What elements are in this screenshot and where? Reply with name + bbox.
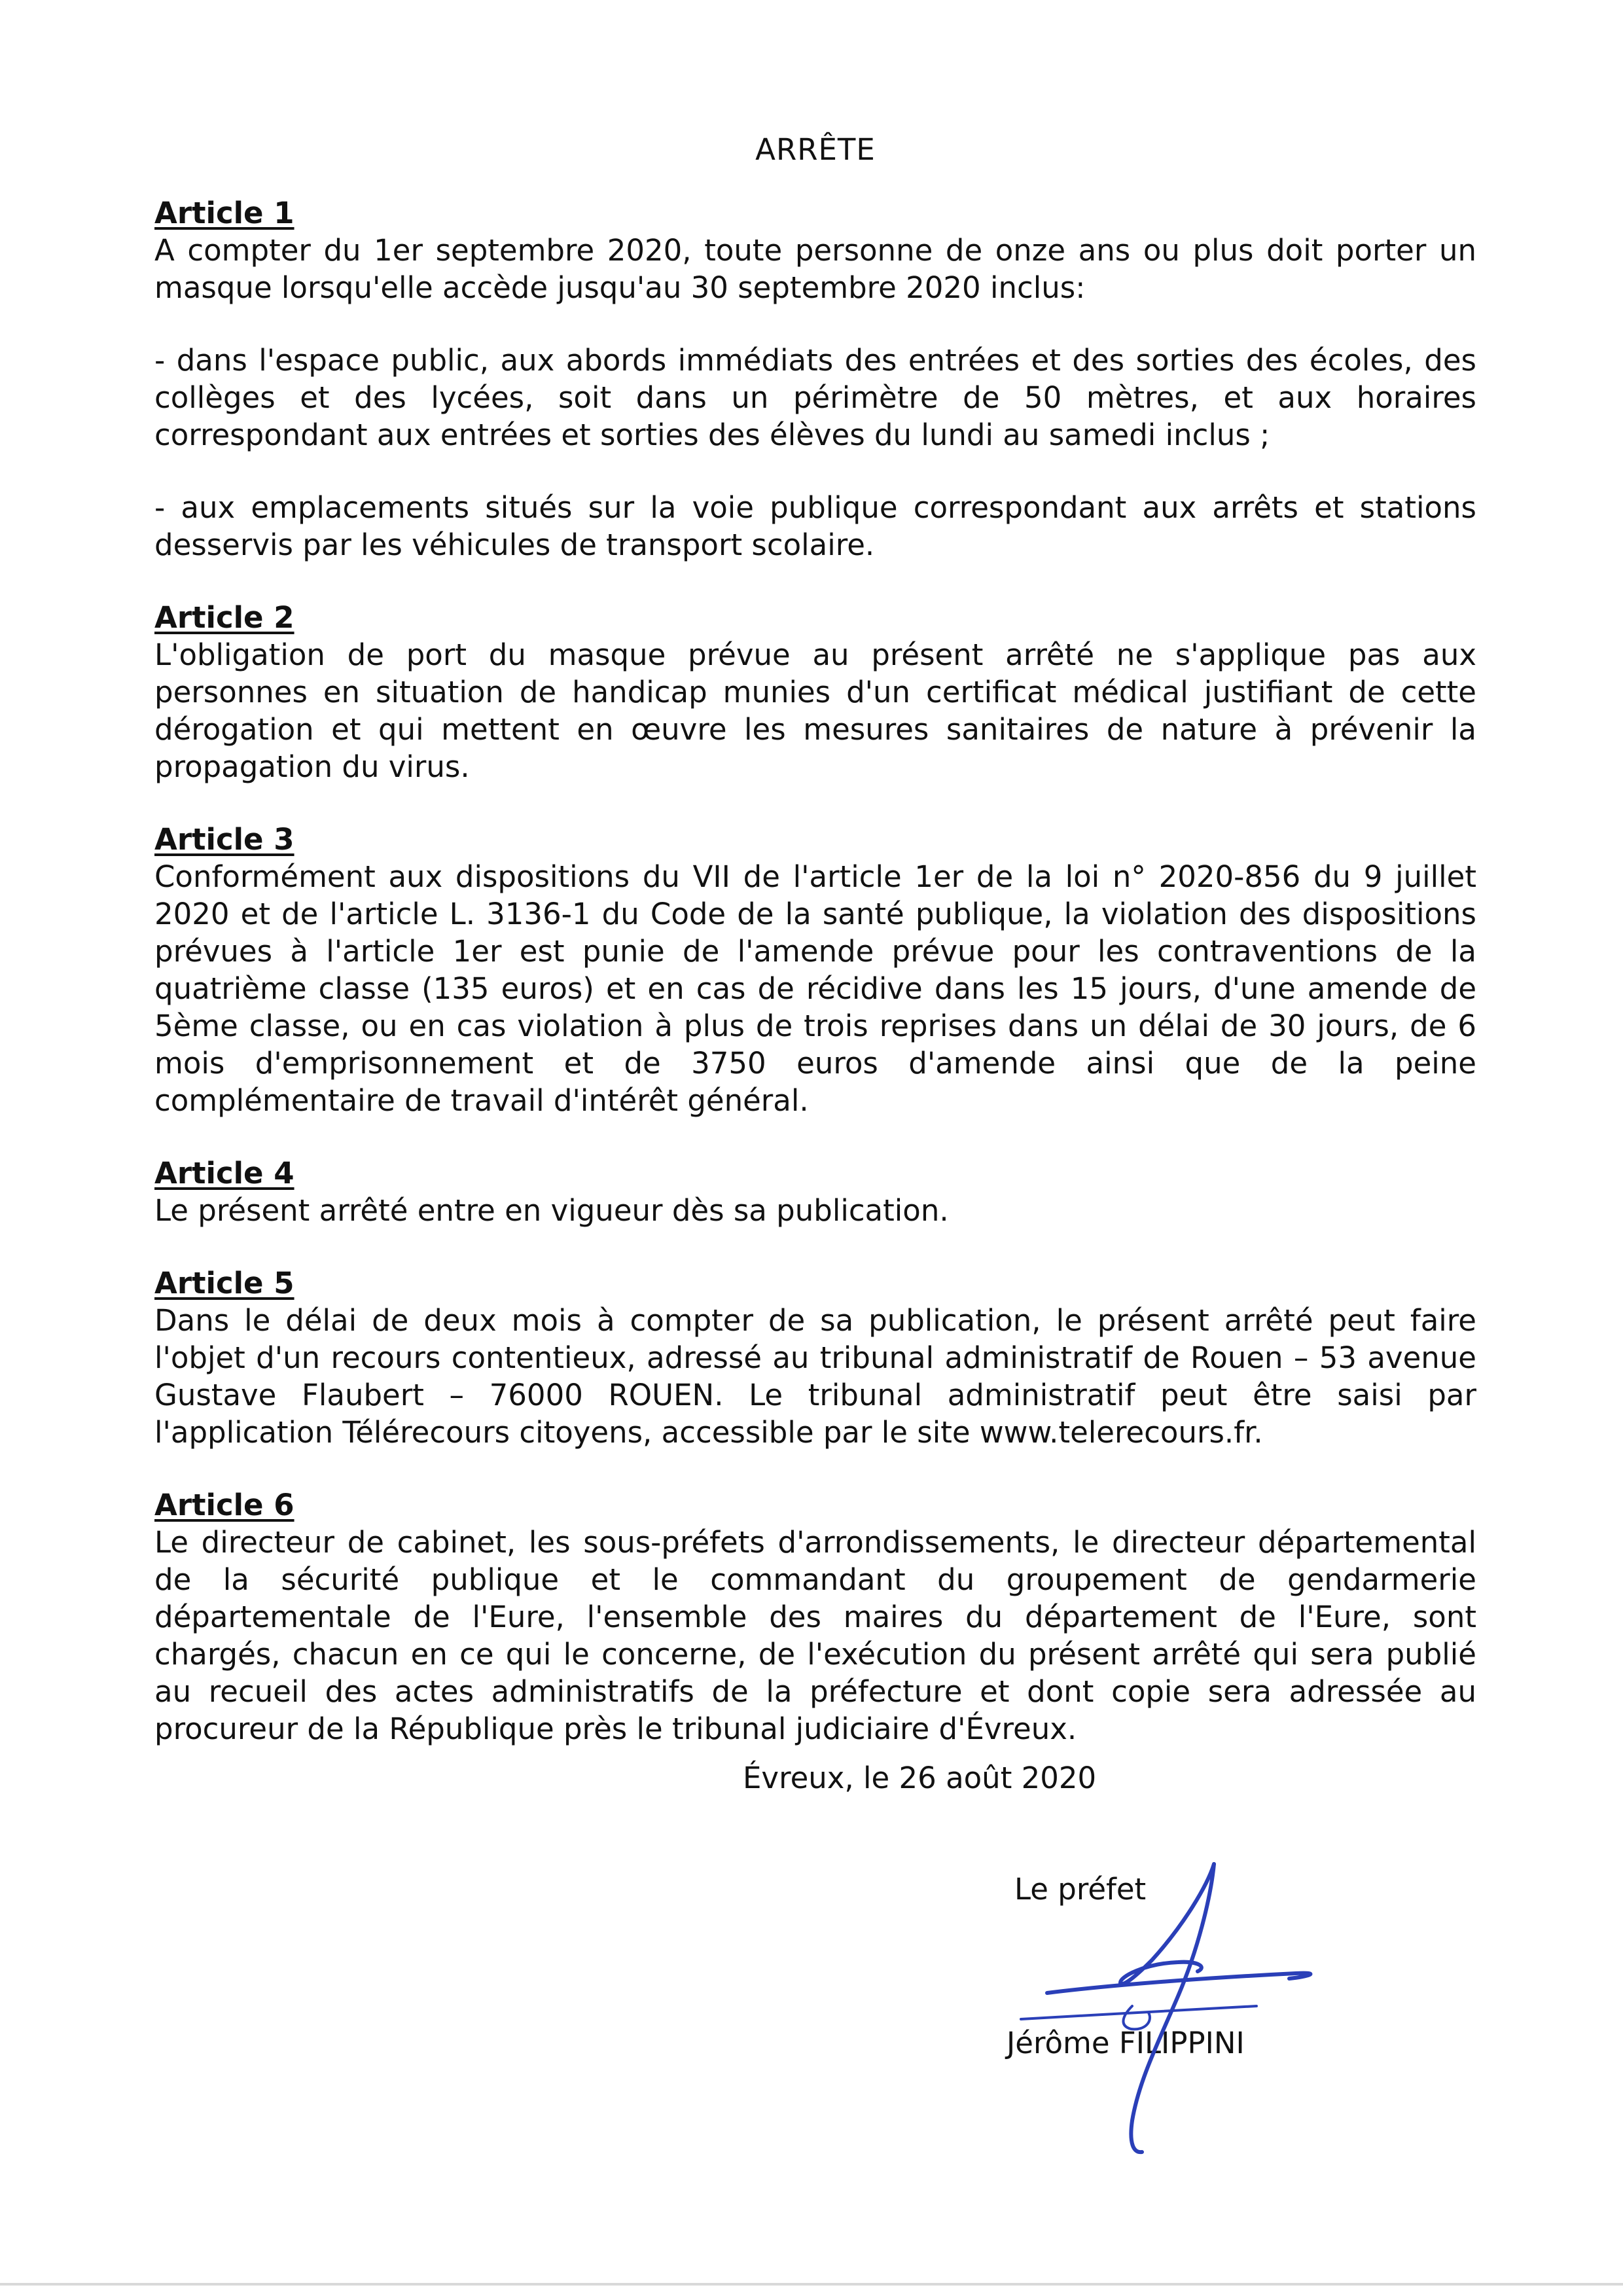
article-heading: Article 3 bbox=[154, 822, 294, 857]
date-line: Évreux, le 26 août 2020 bbox=[743, 1761, 1097, 1795]
document-title: ARRÊTE bbox=[755, 132, 876, 167]
article-6 bbox=[154, 1486, 1476, 1748]
article-paragraph: L'obligation de port du masque prévue au présent arrêté ne s'applique pas aux personnes en situation de handicap munies d'un certificat médical justifiant de cette dérogation et qui mettent en œuvre les mesures sanitaires de nature à prévenir la propagation du virus. bbox=[154, 637, 1476, 784]
article-heading: Article 5 bbox=[154, 1266, 294, 1300]
scan-edge-divider bbox=[0, 2283, 1623, 2286]
article-3 bbox=[154, 821, 1476, 1119]
article-5 bbox=[154, 1265, 1476, 1451]
article-paragraph: Dans le délai de deux mois à compter de sa publication, le présent arrêté peut faire l'objet d'un recours contentieux, adressé au tribunal administratif de Rouen – 53 avenue Gustave Flaubert – 76000 ROUEN. Le tribunal administratif peut être saisi par l'application Télérecours citoyens, accessible par le site www.telerecours.fr. bbox=[154, 1303, 1476, 1450]
article-heading: Article 1 bbox=[154, 196, 294, 230]
article-heading: Article 6 bbox=[154, 1488, 294, 1522]
article-paragraph: - dans l'espace public, aux abords immédiats des entrées et des sorties des écoles, des collèges et des lycées, soit dans un périmètre de 50 mètres, et aux horaires correspondant aux entrées et sorties des élèves du lundi au samedi inclus ; bbox=[154, 343, 1476, 452]
article-paragraph: A compter du 1er septembre 2020, toute personne de onze ans ou plus doit porter un masque lorsqu'elle accède jusqu'au 30 septembre 2020 inclus: bbox=[154, 233, 1476, 305]
article-paragraph: Le présent arrêté entre en vigueur dès sa publication. bbox=[154, 1193, 949, 1228]
article-heading: Article 2 bbox=[154, 600, 294, 635]
signatory-name: Jérôme FILIPPINI bbox=[1007, 2026, 1245, 2060]
signatory-role: Le préfet bbox=[1014, 1872, 1147, 1907]
document-body bbox=[154, 131, 1476, 1783]
article-paragraph: Le directeur de cabinet, les sous-préfets d'arrondissements, le directeur départemental de la sécurité publique et le commandant du groupement de gendarmerie départementale de l'Eure, l'ensemble des maires du département de l'Eure, sont chargés, chacun en ce qui le concerne, de l'exécution du présent arrêté qui sera publié au recueil des actes administratifs de la préfecture et dont copie sera adressée au procureur de la République près le tribunal judiciaire d'Évreux. bbox=[154, 1525, 1476, 1746]
signature-block bbox=[982, 1846, 1440, 2186]
article-1 bbox=[154, 194, 1476, 564]
article-paragraph: Conformément aux dispositions du VII de l'article 1er de la loi n° 2020-856 du 9 juillet 2020 et de l'article L. 3136-1 du Code de la santé publique, la violation des dispositions prévues à l'article 1er est punie de l'amende prévue pour les contraventions de la quatrième classe (135 euros) et en cas de récidive dans les 15 jours, d'une amende de 5ème classe, ou en cas violation à plus de trois reprises dans un délai de 30 jours, de 6 mois d'emprisonnement et de 3750 euros d'amende ainsi que de la peine complémentaire de travail d'intérêt général. bbox=[154, 859, 1476, 1118]
article-paragraph: - aux emplacements situés sur la voie publique correspondant aux arrêts et stations desservis par les véhicules de transport scolaire. bbox=[154, 490, 1476, 562]
article-4 bbox=[154, 1155, 1476, 1229]
article-heading: Article 4 bbox=[154, 1156, 294, 1191]
handwritten-signature-icon bbox=[982, 1846, 1440, 2186]
article-2 bbox=[154, 599, 1476, 785]
